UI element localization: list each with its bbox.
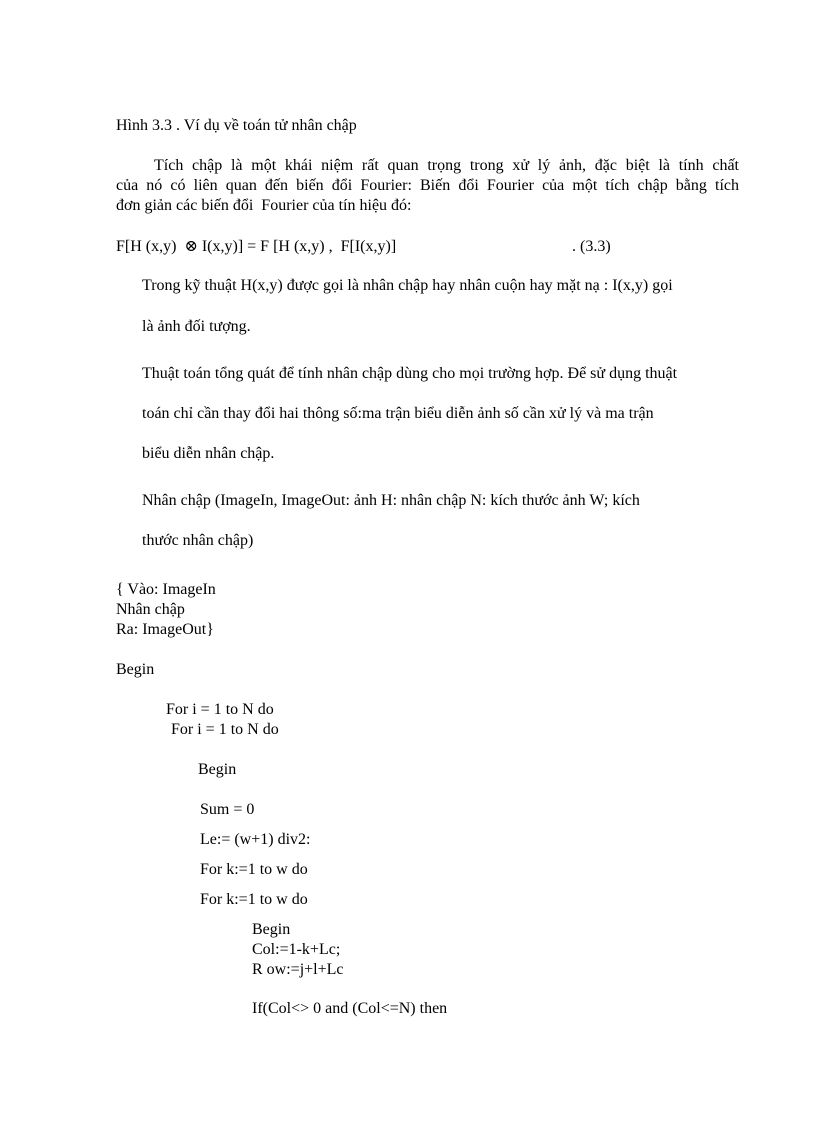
para2-line-3: biểu diễn nhân chập. [142,445,275,462]
code-for-1: For i = 1 to N do [166,701,274,718]
intro-line-2: của nó có liên quan đến biến đổi Fourier: Biến đổi Fourier của một tích chập bằng tích [116,177,739,194]
code-io-1: { Vào: ImageIn [116,581,216,598]
para2-line-2: toán chỉ cần thay đổi hai thông số:ma trận biểu diễn ảnh số cần xử lý và ma trận [142,405,654,422]
code-if: If(Col<> 0 and (Col<=N) then [252,1000,448,1017]
equation: F[H (x,y) ⊗ I(x,y)] = F [H (x,y) , F[I(x,y)] [116,238,397,255]
code-sum: Sum = 0 [200,801,255,818]
code-for-2: For i = 1 to N do [171,721,279,738]
code-row: R ow:=j+l+Lc [252,961,344,978]
code-begin-2: Begin [198,761,237,778]
code-begin: Begin [116,661,155,678]
code-for-k-1: For k:=1 to w do [200,861,308,878]
intro-line-3: đơn giản các biến đổi Fourier của tín hiệu đó: [116,197,412,214]
para3-line-2: thước nhân chập) [142,532,254,549]
code-for-k-2: For k:=1 to w do [200,891,308,908]
code-io-2: Nhân chập [116,601,185,618]
para2-line-1: Thuật toán tổng quát để tính nhân chập dùng cho mọi trường hợp. Để sử dụng thuật [142,365,678,382]
equation-number: . (3.3) [572,238,611,255]
para3-line-1: Nhân chập (ImageIn, ImageOut: ảnh H: nhân chập N: kích thước ảnh W; kích [142,492,640,509]
figure-caption: Hình 3.3 . Ví dụ về toán tử nhân chập [116,117,357,134]
para1-line-1: Trong kỹ thuật H(x,y) được gọi là nhân chập hay nhân cuộn hay mặt nạ : I(x,y) gọi [142,277,673,294]
code-le: Le:= (w+1) div2: [200,831,311,848]
code-io-3: Ra: ImageOut} [116,621,214,638]
code-col: Col:=1-k+Lc; [252,941,341,958]
intro-line-1: Tích chập là một khái niệm rất quan trọng trong xử lý ảnh, đặc biệt là tính chất [154,157,739,174]
code-begin-3: Begin [252,921,291,938]
para1-line-2: là ảnh đối tượng. [142,318,251,335]
